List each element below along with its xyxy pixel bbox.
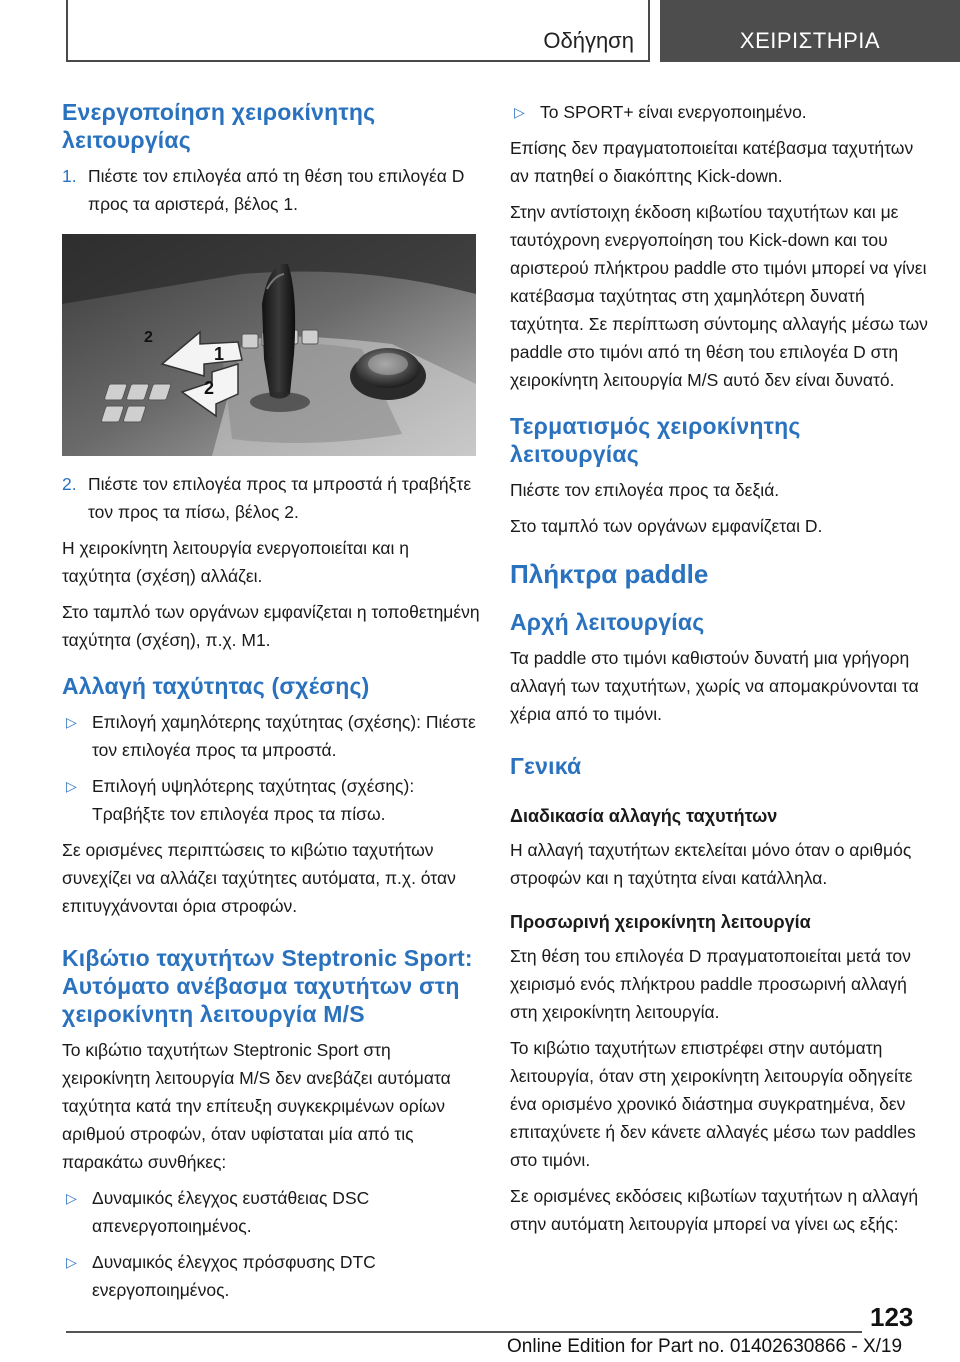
step-text: Πιέστε τον επιλογέα προς τα μπροστά ή τραβήξτε τον προς τα πίσω, βέλος 2. (88, 474, 472, 522)
edition-note: Online Edition for Part no. 01402630866 - X/19 (507, 1336, 903, 1357)
heading-end-manual: Τερματισμός χειροκίνητης λειτουργίας (510, 413, 801, 467)
bullet-text: Επιλογή χαμηλότερης ταχύτητας (σχέσης): Πιέστε τον επιλογέα προς τα μπροστά. (92, 712, 476, 760)
paragraph: Σε ορισμένες εκδόσεις κιβωτίων ταχυτήτων η αλλαγή στην αυτόματη λειτουργία μπορεί να γίνει ως εξής: (510, 1186, 919, 1234)
paragraph: Η χειροκίνητη λειτουργία ενεργοποιείται και η ταχύτητα (σχέση) αλλάζει. (62, 538, 410, 586)
paragraph: Το κιβώτιο ταχυτήτων επιστρέφει στην αυτόματη λειτουργία, όταν στη χειροκίνητη λειτουργία οδηγείτε ένα ορισμένο χρονικό διάστημα συγκρατημένα, δεν επιταχύνετε ή δεν κάνετε αλλαγές μέσω των paddles στο τιμόνι. (510, 1038, 916, 1170)
bullet-item (62, 772, 480, 828)
chapter-title: ΧΕΙΡΙΣΤΗΡΙΑ (739, 28, 881, 53)
left-column (62, 98, 480, 1304)
heading-steptronic-sport: Κιβώτιο ταχυτήτων Steptronic Sport: Αυτόματο ανέβασμα ταχυτήτων στη χειροκίνητη λειτουργία M/S (62, 945, 473, 1027)
heading-general: Γενικά (510, 753, 582, 779)
triangle-bullet-icon: ▷ (66, 778, 77, 794)
bullet-text: Δυναμικός έλεγχος πρόσφυσης DTC ενεργοποιημένος. (92, 1252, 376, 1300)
heading-temporary-manual: Προσωρινή χειροκίνητη λειτουργία (510, 912, 811, 932)
arrow-label-2-lower: 2 (204, 378, 215, 398)
paragraph: Η αλλαγή ταχυτήτων εκτελείται μόνο όταν ο αριθμός στροφών και η ταχύτητα είναι κατάλληλα. (510, 840, 912, 888)
triangle-bullet-icon: ▷ (66, 1190, 77, 1206)
footer-divider (66, 1331, 862, 1333)
arrow-label-2-upper: 2 (144, 329, 153, 346)
heading-shift-procedure: Διαδικασία αλλαγής ταχυτήτων (510, 806, 778, 826)
heading-principle: Αρχή λειτουργίας (510, 609, 705, 635)
step-1 (62, 162, 480, 218)
bullet-item (62, 1248, 480, 1304)
paragraph: Σε ορισμένες περιπτώσεις το κιβώτιο ταχυτήτων συνεχίζει να αλλάζει ταχύτητες αυτόματα, π.χ. όταν επιτυγχάνονται όρια στροφών. (62, 840, 456, 916)
section-title: Οδήγηση (543, 28, 634, 53)
heading-paddle-keys: Πλήκτρα paddle (510, 559, 709, 589)
paragraph: Τα paddle στο τιμόνι καθιστούν δυνατή μια γρήγορη αλλαγή των ταχυτήτων, χωρίς να απομακρύνονται τα χέρια από το τιμόνι. (510, 648, 919, 724)
page-header (0, 0, 960, 62)
bullet-item (62, 708, 480, 764)
triangle-bullet-icon: ▷ (66, 1254, 77, 1270)
chapter-tab (660, 0, 960, 62)
paragraph: Στο ταμπλό των οργάνων εμφανίζεται η τοποθετημένη ταχύτητα (σχέση), π.χ. M1. (62, 602, 480, 650)
triangle-bullet-icon: ▷ (514, 104, 525, 120)
arrow-label-1: 1 (214, 344, 225, 364)
paragraph: Στην αντίστοιχη έκδοση κιβωτίου ταχυτήτων και με ταυτόχρονη ενεργοποίηση του Kick-down και του αριστερού πλήκτρου paddle στο τιμόνι μπορεί να γίνει κατέβασμα ταχύτητας στη χαμηλότερη δυνατή ταχύτητα. Σε περίπτωση σύντομης αλλαγής μέσω των paddle στο τιμόνι από τη θέση του επιλογέα D στη χειροκίνητη λειτουργία M/S αυτό δεν είναι δυνατό. (510, 202, 928, 390)
triangle-bullet-icon: ▷ (66, 714, 77, 730)
paragraph: Στο ταμπλό των οργάνων εμφανίζεται D. (510, 516, 823, 536)
bullet-text: Το SPORT+ είναι ενεργοποιημένο. (540, 102, 807, 122)
bullet-item (510, 98, 928, 126)
paragraph: Το κιβώτιο ταχυτήτων Steptronic Sport στη χειροκίνητη λειτουργία M/S δεν ανεβάζει αυτόματα ταχύτητα κατά την επίτευξη συγκεκριμένων ορίων αριθμού στροφών, όταν υφίσταται μία από τις παρακάτω συνθήκες: (62, 1040, 451, 1172)
step-text: Πιέστε τον επιλογέα από τη θέση του επιλογέα D προς τα αριστερά, βέλος 1. (88, 166, 465, 214)
step-number: 2. (62, 474, 77, 494)
paragraph: Στη θέση του επιλογέα D πραγματοποιείται μετά τον χειρισμό ενός πλήκτρου paddle προσωρινή αλλαγή στη χειροκίνητη λειτουργία. (510, 946, 911, 1022)
gear-selector-photo (62, 234, 476, 456)
bullet-item (62, 1184, 480, 1240)
heading-activate-manual: Ενεργοποίηση χειροκίνητης λειτουργίας (62, 99, 376, 153)
right-column (510, 98, 928, 1238)
page-number: 123 (870, 1302, 914, 1332)
step-2 (62, 470, 480, 526)
section-tab (66, 0, 650, 62)
bullet-text: Επιλογή υψηλότερης ταχύτητας (σχέσης): Τραβήξτε τον επιλογέα προς τα πίσω. (92, 776, 415, 824)
heading-gear-change: Αλλαγή ταχύτητας (σχέσης) (62, 673, 370, 699)
paragraph: Πιέστε τον επιλογέα προς τα δεξιά. (510, 480, 780, 500)
step-number: 1. (62, 166, 77, 186)
paragraph: Επίσης δεν πραγματοποιείται κατέβασμα ταχυτήτων αν πατηθεί ο διακόπτης Kick-down. (510, 138, 914, 186)
bullet-text: Δυναμικός έλεγχος ευστάθειας DSC απενεργοποιημένος. (92, 1188, 370, 1236)
